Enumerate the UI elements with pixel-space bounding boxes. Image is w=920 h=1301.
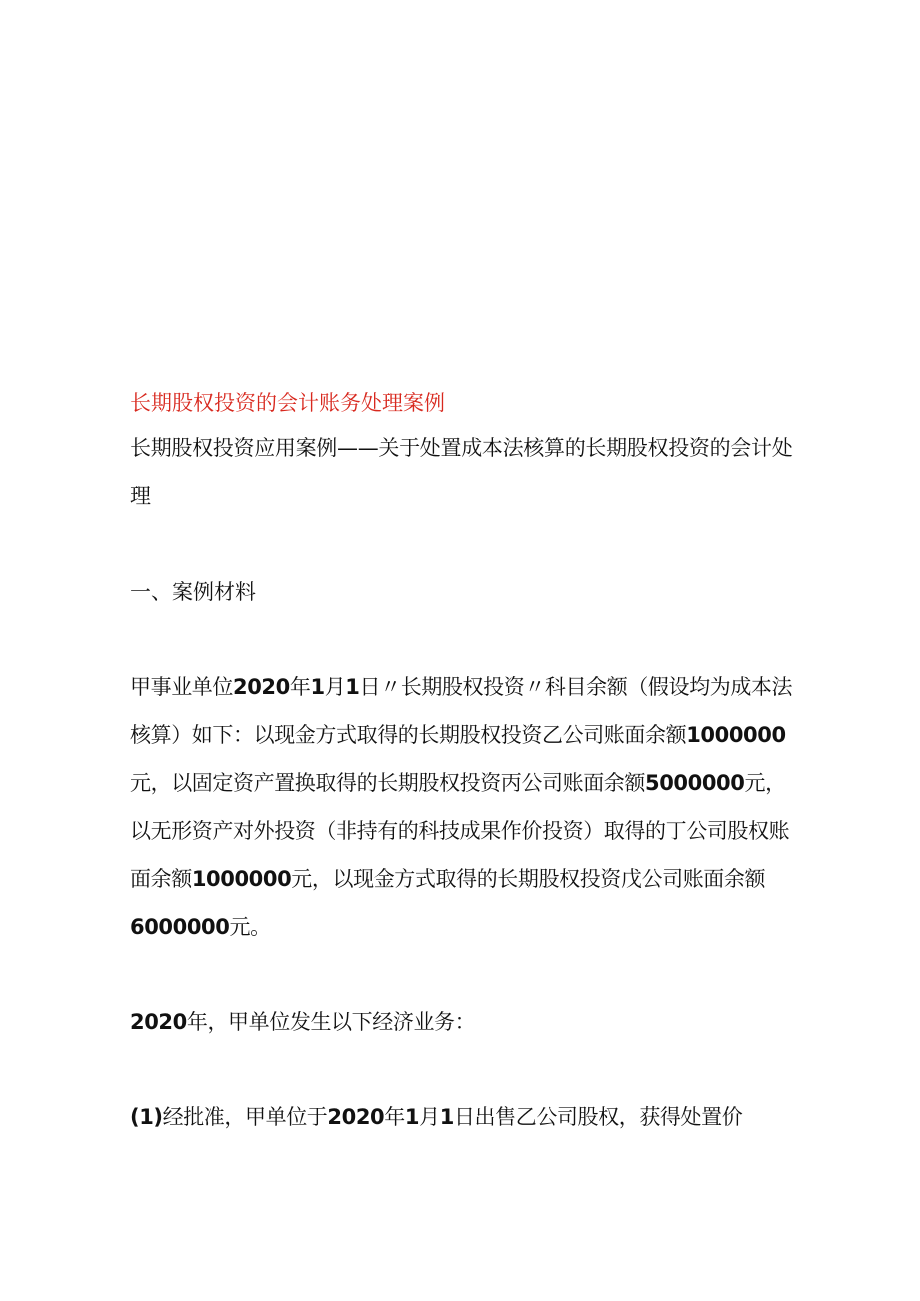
text-segment: 年 [289,675,311,699]
text-segment: 月 [324,675,346,699]
text-segment: 元。 [229,915,271,939]
text-segment: 月 [419,1105,440,1129]
text-segment: 元，以现金方式取得的长期股权投资戊公司账面余额 [291,867,766,891]
number-day: 1 [439,1105,454,1129]
text-segment: 日〃长期股权投资〃科目余额（假设均为成本法核算）如下：以现金方式取得的长期股权投资乙公司账面余额 [130,675,793,747]
number-year: 2020 [130,1010,187,1034]
number-year: 2020 [233,675,290,699]
amount-wu-company: 6000000 [130,915,230,939]
section-heading-case-material: 一、案例材料 [130,580,256,604]
document-title: 长期股权投资的会计账务处理案例 [130,391,445,415]
text-segment: 元，以无形资产对外投资（非持有的科技成果作价投资）取得的丁公司股权账面余额 [130,771,790,891]
number-month: 1 [404,1105,420,1129]
document-page [130,384,796,1141]
amount-yi-company: 1000000 [686,723,786,747]
text-segment: 年，甲单位发生以下经济业务： [186,1010,476,1034]
amount-bing-company: 5000000 [645,771,745,795]
number-day: 1 [345,675,360,699]
text-segment: 年 [384,1105,405,1129]
text-segment: 甲事业单位 [130,675,233,699]
text-segment: 经批准，甲单位于 [162,1105,328,1129]
item-number: (1) [130,1105,163,1129]
paragraph-opening-balances [130,663,796,951]
number-year: 2020 [327,1105,385,1129]
number-month: 1 [310,675,325,699]
text-segment: 元，以固定资产置换取得的长期股权投资丙公司账面余额 [130,771,645,795]
amount-ding-company: 1000000 [191,867,292,891]
paragraph-item-1 [130,1093,796,1141]
text-segment: 日出售乙公司股权，获得处置价 [453,1105,743,1129]
paragraph-business-intro [130,998,796,1046]
document-subtitle: 长期股权投资应用案例——关于处置成本法核算的长期股权投资的会计处理 [130,436,793,508]
